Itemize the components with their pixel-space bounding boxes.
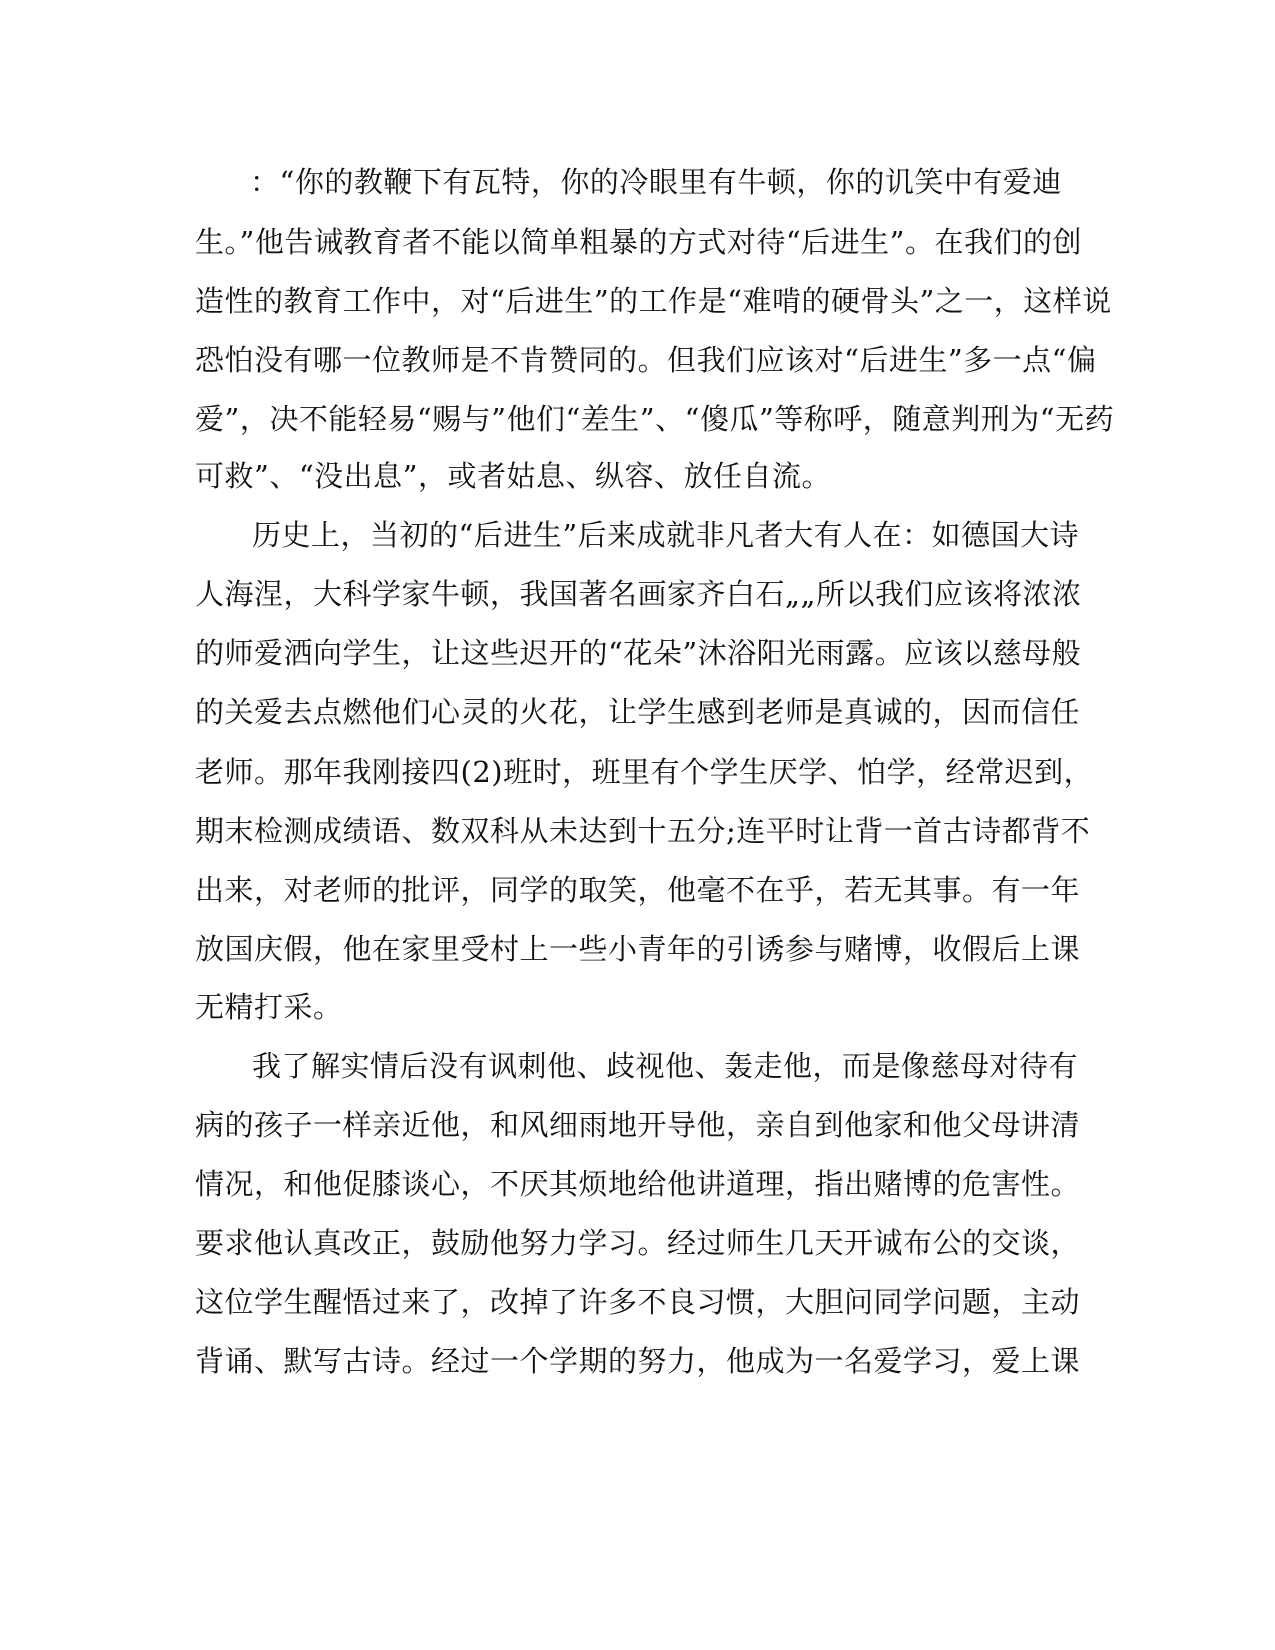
text-line: 这位学生醒悟过来了，改掉了许多不良习惯，大胆问同学问题，主动: [195, 1285, 1081, 1319]
text-line: 要求他认真改正，鼓励他努力学习。经过师生几天开诚布公的交谈，: [195, 1226, 1081, 1260]
text-line: 可救”、“没出息”，或者姑息、纵容、放任自流。: [195, 459, 831, 493]
text-line: 爱”，决不能轻易“赐与”他们“差生”、“傻瓜”等称呼，随意判刑为“无药: [195, 402, 1115, 436]
text-line: 的关爱去点燃他们心灵的火花，让学生感到老师是真诚的，因而信任: [195, 695, 1081, 729]
text-line: 恐怕没有哪一位教师是不肯赞同的。但我们应该对“后进生”多一点“偏: [195, 343, 1097, 377]
text-line: 出来，对老师的批评，同学的取笑，他毫不在乎，若无其事。有一年: [195, 873, 1081, 907]
text-line: 的师爱洒向学生，让这些迟开的“花朵”沐浴阳光雨露。应该以慈母般: [195, 636, 1082, 670]
text-line: 历史上，当初的“后进生”后来成就非凡者大有人在：如德国大诗: [252, 518, 1080, 552]
text-line: 老师。那年我刚接四(2)班时，班里有个学生厌学、怕学，经常迟到，: [195, 755, 1094, 789]
text-line: 人海涅，大科学家牛顿，我国著名画家齐白石„„所以我们应该将浓浓: [195, 577, 1082, 611]
text-line: 背诵、默写古诗。经过一个学期的努力，他成为一名爱学习，爱上课: [195, 1344, 1081, 1378]
text-line: 生。”他告诫教育者不能以简单粗暴的方式对待“后进生”。在我们的创: [195, 225, 1082, 259]
text-line: ：“你的教鞭下有瓦特，你的冷眼里有牛顿，你的讥笑中有爱迪: [250, 165, 1062, 199]
text-line: 我了解实情后没有讽刺他、歧视他、轰走他，而是像慈母对待有: [252, 1049, 1079, 1083]
text-line: 期末检测成绩语、数双科从未达到十五分;连平时让背一首古诗都背不: [195, 814, 1091, 848]
text-line: 放国庆假，他在家里受村上一些小青年的引诱参与赌博，收假后上课: [195, 932, 1081, 966]
text-line: 造性的教育工作中，对“后进生”的工作是“难啃的硬骨头”之一，这样说: [195, 284, 1112, 318]
text-line: 无精打采。: [195, 990, 343, 1024]
text-line: 病的孩子一样亲近他，和风细雨地开导他，亲自到他家和他父母讲清: [195, 1108, 1081, 1142]
text-line: 情况，和他促膝谈心，不厌其烦地给他讲道理，指出赌博的危害性。: [195, 1167, 1081, 1201]
